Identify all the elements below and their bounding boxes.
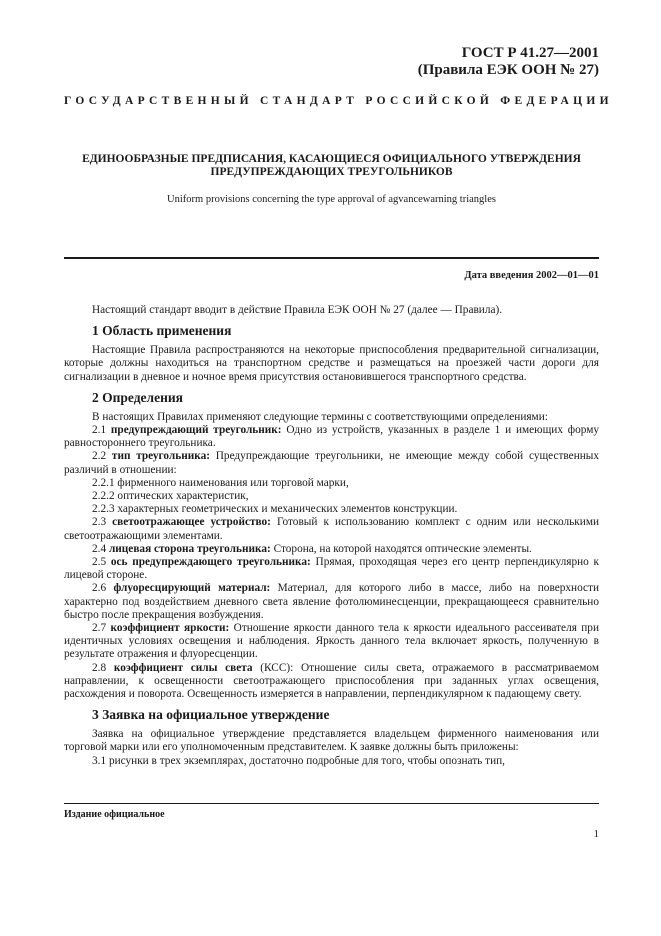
definition-2-1: 2.1 предупреждающий треугольник: Одно из устройств, указанных в разделе 1 и имеющих форму равностороннего треугольника. xyxy=(64,424,600,450)
section-2-intro: В настоящих Правилах применяют следующие термины с соответствующими определениями: xyxy=(92,410,548,423)
title-line-2: ПРЕДУПРЕЖДАЮЩИХ ТРЕУГОЛЬНИКОВ xyxy=(210,166,453,178)
definition-term: светоотражающее устройство: xyxy=(112,516,271,529)
introduction-date: Дата введения 2002—01—01 xyxy=(464,270,599,281)
page-number: 1 xyxy=(593,828,599,840)
document-body xyxy=(64,304,599,768)
definition-2-8: 2.8 коэффициент силы света (КСС): Отношение силы света, отражаемого в рассматриваемом направлении, к освещенности светоотражающего приспособления при заданных углах освещения, расхождения и поворота. Освещенность измеряется в направлении, перпендикулярном к падающему свету. xyxy=(64,661,599,701)
definition-2-2-1: 2.2.1 фирменного наименования или торговой марки, xyxy=(92,476,349,489)
document-title xyxy=(64,153,599,179)
definition-term: лицевая сторона треугольника: xyxy=(108,542,271,555)
section-3-text: Заявка на официальное утверждение представляется владельцем фирменного наименования или торговой марки или его уполномоченным представителем. К заявке должны быть приложены: xyxy=(64,728,599,754)
definition-2-2: 2.2 тип треугольника: Предупреждающие треугольники, не имеющие между собой существенных различий в отношении: xyxy=(64,450,600,476)
state-standard-header: ГОСУДАРСТВЕННЫЙ СТАНДАРТ РОССИЙСКОЙ ФЕДЕРАЦИИ xyxy=(64,95,613,107)
definition-2-5: 2.5 ось предупреждающего треугольника: Прямая, проходящая через его центр перпендикулярно к лицевой стороне. xyxy=(64,556,600,582)
gost-code-block xyxy=(418,45,599,79)
bottom-divider xyxy=(64,803,599,804)
definition-2-2-2: 2.2.2 оптических характеристик, xyxy=(92,490,249,503)
definition-term: ось предупреждающего треугольника: xyxy=(110,556,311,569)
definition-term: тип треугольника: xyxy=(111,450,210,463)
item-3-1: 3.1 рисунки в трех экземплярах, достаточно подробные для того, чтобы опознать тип, xyxy=(92,754,506,767)
rules-reference: (Правила ЕЭК ООН № 27) xyxy=(417,62,599,78)
definition-term: коэффициент яркости: xyxy=(110,622,230,635)
definition-term: флуоресцирующий материал: xyxy=(113,582,271,595)
top-divider xyxy=(64,257,599,259)
definition-2-3: 2.3 светоотражающее устройство: Готовый к использованию комплект с одним или несколькими светоотражающими элементами. xyxy=(64,516,600,542)
intro-paragraph: Настоящий стандарт вводит в действие Правила ЕЭК ООН № 27 (далее — Правила). xyxy=(92,304,503,316)
section-3-heading: 3 Заявка на официальное утверждение xyxy=(92,707,330,723)
english-title: Uniform provisions concerning the type approval of agvancewarning triangles xyxy=(167,194,496,205)
section-1-text: Настоящие Правила распространяются на некоторые приспособления предварительной сигнализации, которые должны находиться на транспортном средстве и размещаться на проезжей части дороги для сигнализации в дневное и ночное время присутствия остановившегося транспортного средства. xyxy=(64,344,599,383)
definition-term: коэффициент силы света xyxy=(113,661,253,674)
section-2-heading: 2 Определения xyxy=(92,389,183,405)
definition-2-2-3: 2.2.3 характерных геометрических и механических элементов конструкции. xyxy=(92,503,458,516)
gost-number: ГОСТ Р 41.27—2001 xyxy=(461,45,599,61)
definition-2-7: 2.7 коэффициент яркости: Отношение яркости данного тела к яркости идеального рассеивателя при идентичных условиях освещения и наблюдения. Яркость данного тела включает яркость, полученную в результате отражения и флуоресценции. xyxy=(64,622,600,661)
section-1-heading: 1 Область применения xyxy=(92,323,232,339)
definition-2-4: 2.4 лицевая сторона треугольника: Сторона, на которой находятся оптические элементы. xyxy=(92,542,532,555)
title-line-1: ЕДИНООБРАЗНЫЕ ПРЕДПИСАНИЯ, КАСАЮЩИЕСЯ ОФИЦИАЛЬНОГО УТВЕРЖДЕНИЯ xyxy=(82,153,581,165)
definition-2-6: 2.6 флуоресцирующий материал: Материал, для которого либо в массе, либо на поверхности характерно под воздействием дневного света явление фотолюминесценции, прекращающееся сравнительно быстро после прекращения возбуждения. xyxy=(64,582,599,621)
official-edition-label: Издание официальное xyxy=(64,809,165,820)
definition-term: предупреждающий треугольник: xyxy=(110,424,282,437)
